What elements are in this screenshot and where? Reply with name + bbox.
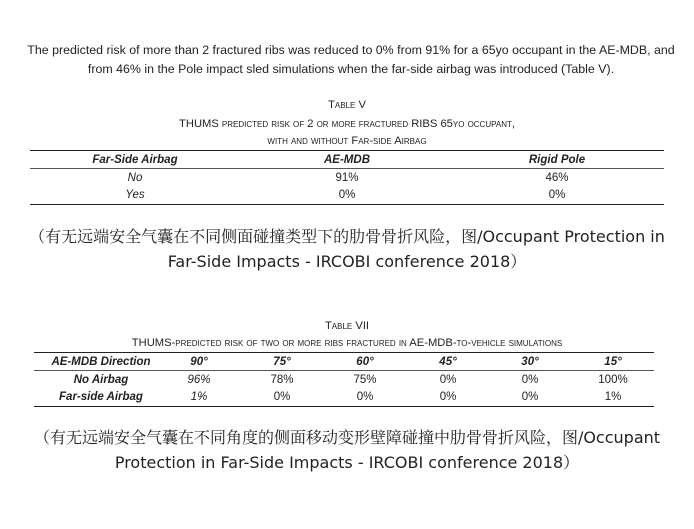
table7-top-rule — [34, 352, 654, 353]
table7-row-far-side-airbag-60: 0% — [356, 391, 374, 403]
table5-row-no-label: No — [127, 172, 143, 184]
table5-header-airbag: Far-Side Airbag — [92, 154, 178, 166]
table5-header-aemdb: AE-MDB — [324, 154, 370, 166]
figure2-caption-line2: Protection in Far-Side Impacts - IRCOBI conference 2018） — [114, 453, 580, 472]
table5-row-no-pole: 46% — [545, 172, 569, 184]
table7-row-no-airbag-90: 96% — [187, 374, 211, 386]
table7-row-no-airbag-45: 0% — [439, 374, 457, 386]
table7-header-rule — [34, 370, 654, 371]
table5-row-yes-pole: 0% — [548, 189, 566, 201]
table7-header-90: 90° — [190, 356, 208, 368]
table7-label: Table VII — [324, 320, 370, 332]
table5-caption-line1: THUMS predicted risk of 2 or more fractured RIBS 65yo occupant, — [179, 118, 515, 130]
table7-row-no-airbag-60: 75% — [353, 374, 377, 386]
table5-row-yes-label: Yes — [125, 189, 145, 201]
figure1-caption-line2: Far-Side Impacts - IRCOBI conference 2018） — [167, 252, 527, 271]
table7-row-far-side-airbag-15: 1% — [604, 391, 622, 403]
table7-row-far-side-airbag-45: 0% — [439, 391, 457, 403]
table7-row-far-side-airbag-label: Far-side Airbag — [59, 391, 143, 403]
table7-row-no-airbag-75: 78% — [270, 374, 294, 386]
table7-header-15: 15° — [604, 356, 622, 368]
table5-bottom-rule — [30, 204, 664, 205]
intro-paragraph: The predicted risk of more than 2 fractured ribs was reduced to 0% from 91% for a 65yo occupant in the AE-MDB, and from 46% in the Pole impact sled simulations when the far-side airbag was introduced (Table V). — [27, 43, 675, 76]
table5-header-rigid-pole: Rigid Pole — [528, 154, 586, 166]
table7-bottom-rule — [34, 406, 654, 407]
table5-row-yes-aemdb: 0% — [338, 189, 356, 201]
figure1-caption-line1: （有无远端安全气囊在不同侧面碰撞类型下的肋骨骨折风险，图/Occupant Protection in — [29, 227, 665, 246]
table7-header-75: 75° — [273, 356, 291, 368]
table7-row-far-side-airbag-75: 0% — [273, 391, 291, 403]
table7-header-45: 45° — [439, 356, 457, 368]
table7-caption: THUMS-predicted risk of two or more ribs fractured in AE-MDB-to-vehicle simulations — [131, 337, 563, 349]
table5-label: Table V — [328, 99, 366, 111]
table7-row-no-airbag-15: 100% — [598, 374, 628, 386]
table5-caption-line2: with and without Far-side Airbag — [267, 135, 427, 147]
table7-row-far-side-airbag-90: 1% — [190, 391, 208, 403]
table5-top-rule — [30, 150, 664, 151]
table7-row-no-airbag-label: No Airbag — [73, 374, 129, 386]
table7-header-60: 60° — [356, 356, 374, 368]
table5-header-rule — [30, 168, 664, 169]
table5-row-no-aemdb: 91% — [335, 172, 359, 184]
table7-row-no-airbag-30: 0% — [521, 374, 539, 386]
figure2-caption-line1: （有无远端安全气囊在不同角度的侧面移动变形壁障碰撞中肋骨骨折风险，图/Occupant — [33, 428, 661, 447]
table7-header-direction: AE-MDB Direction — [51, 356, 151, 368]
table7-row-far-side-airbag-30: 0% — [521, 391, 539, 403]
table7-header-30: 30° — [521, 356, 539, 368]
